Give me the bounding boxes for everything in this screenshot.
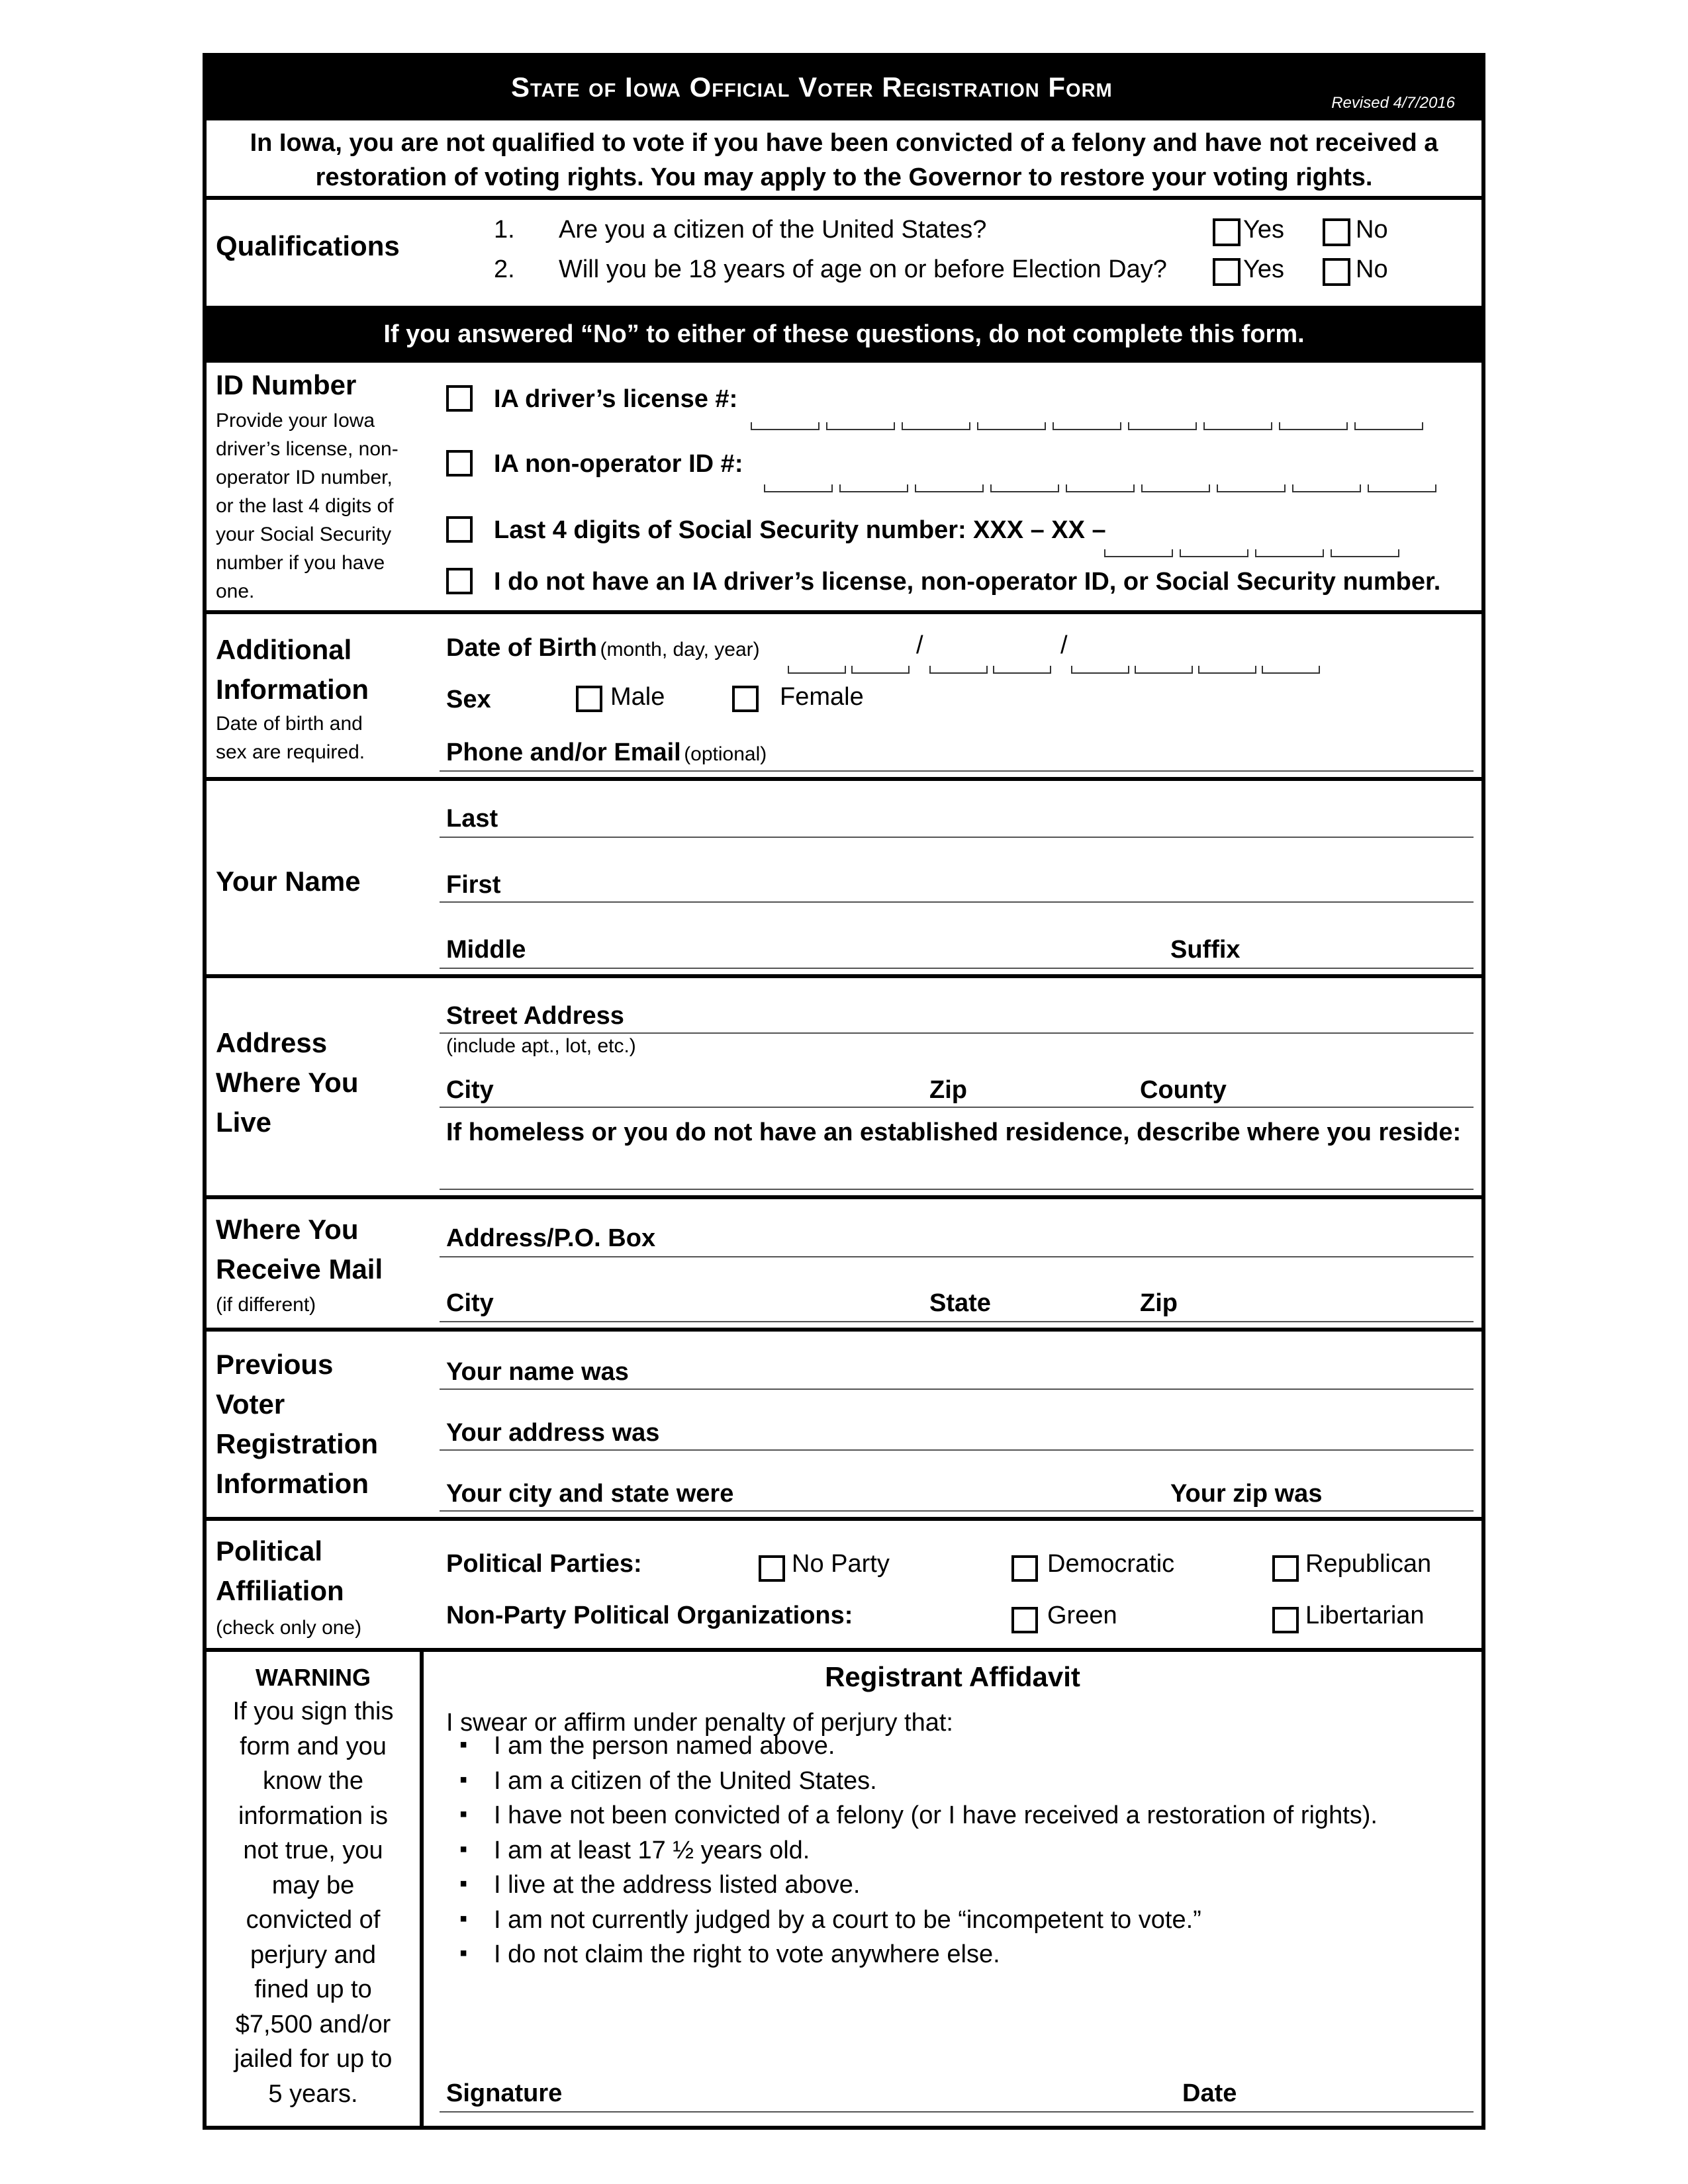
warning-line: form and you <box>240 1732 387 1760</box>
prev-city-state-zip-input[interactable] <box>440 1510 1474 1512</box>
warning-line: know the <box>262 1767 364 1795</box>
last-name-label: Last <box>446 805 498 833</box>
mail-state-label: State <box>929 1289 991 1317</box>
warning-line: 5 years. <box>268 2079 358 2108</box>
warning-box <box>207 1661 420 2111</box>
prev-address-label: Your address was <box>446 1419 660 1447</box>
orgs-label: Non-Party Political Organizations: <box>446 1602 853 1629</box>
warning-line: perjury and <box>250 1940 377 1969</box>
help-line: operator ID number, <box>216 467 393 488</box>
ssn-label: Last 4 digits of Social Security number: <box>494 516 966 544</box>
affidavit-item: ▪ I am not currently judged by a court to be “incompetent to vote.” <box>459 1903 1472 1938</box>
digit-slot[interactable] <box>1053 422 1121 430</box>
digit-slot[interactable] <box>788 666 846 674</box>
heading-line: Information <box>216 1468 369 1499</box>
digit-slot[interactable] <box>1198 666 1256 674</box>
digit-slot[interactable] <box>1292 484 1361 492</box>
heading-line: Where You <box>216 1067 359 1098</box>
id-number-heading: ID Number <box>216 369 357 400</box>
dob-label: Date of Birth <box>446 634 597 662</box>
voter-registration-form <box>203 53 1485 2130</box>
yes-label: Yes <box>1243 216 1284 244</box>
warning-line: convicted of <box>246 1906 381 1934</box>
mail-heading <box>216 1210 383 1289</box>
prev-name-label: Your name was <box>446 1358 629 1386</box>
digit-slot[interactable] <box>764 484 833 492</box>
id-number-help <box>216 406 421 606</box>
address-heading <box>216 1023 358 1142</box>
middle-name-label: Middle <box>446 936 526 964</box>
divider <box>207 196 1481 200</box>
warning-line: may be <box>271 1871 355 1899</box>
signature-label: Signature <box>446 2079 563 2107</box>
ssn-checkbox[interactable] <box>446 516 473 543</box>
warning-line: If you sign this <box>232 1698 394 1725</box>
dob-hint: (month, day, year) <box>600 639 760 660</box>
city-label: City <box>446 1076 494 1104</box>
help-line: driver’s license, non- <box>216 438 399 460</box>
political-hint: (check only one) <box>216 1617 362 1639</box>
warning-line: $7,500 and/or <box>235 2010 391 2038</box>
digit-slot[interactable] <box>990 484 1059 492</box>
digit-slot[interactable] <box>977 422 1046 430</box>
digit-slot[interactable] <box>1104 549 1173 557</box>
help-line: one. <box>216 580 255 602</box>
warning-line: information is <box>238 1801 388 1830</box>
felony-notice <box>207 120 1481 196</box>
dob-slash-1: / <box>916 631 923 659</box>
affidavit-item: ▪ I am the person named above. <box>459 1729 1472 1764</box>
heading-line: Additional <box>216 634 352 665</box>
libertarian-checkbox[interactable] <box>1272 1607 1299 1633</box>
heading-line: Live <box>216 1107 272 1138</box>
dob-slash-2: / <box>1060 631 1068 659</box>
contact-input-line[interactable] <box>440 770 1474 772</box>
question-2-text: Will you be 18 years of age on or before Election Day? <box>559 255 1167 283</box>
no-label: No <box>1356 255 1388 283</box>
divider <box>207 974 1481 978</box>
dob-label-group <box>446 634 760 662</box>
homeless-input[interactable] <box>440 1189 1474 1190</box>
middle-suffix-input[interactable] <box>440 968 1474 969</box>
digit-slot[interactable] <box>839 484 908 492</box>
first-name-label: First <box>446 871 501 899</box>
citizen-no-checkbox[interactable] <box>1323 218 1350 246</box>
help-line: number if you have <box>216 552 385 574</box>
warning-divider <box>420 1648 424 2130</box>
heading-line: Registration <box>216 1428 379 1459</box>
zip-label: Zip <box>929 1076 967 1104</box>
yes-label: Yes <box>1243 255 1284 283</box>
affidavit-intro: I swear or affirm under penalty of perjury that: <box>446 1709 953 1737</box>
digit-slot[interactable] <box>851 666 910 674</box>
republican-checkbox[interactable] <box>1272 1555 1299 1582</box>
city-zip-county-input[interactable] <box>440 1107 1474 1108</box>
divider <box>207 1517 1481 1521</box>
digit-slot[interactable] <box>1279 422 1348 430</box>
last-name-input[interactable] <box>440 837 1474 838</box>
signature-date-input[interactable] <box>440 2111 1474 2113</box>
digit-slot[interactable] <box>915 484 984 492</box>
affidavit-title: Registrant Affidavit <box>825 1661 1080 1692</box>
no-id-checkbox[interactable] <box>446 568 473 594</box>
democratic-checkbox[interactable] <box>1011 1555 1038 1582</box>
political-heading <box>216 1531 344 1611</box>
male-label: Male <box>610 683 665 711</box>
first-name-input[interactable] <box>440 901 1474 903</box>
warning-text <box>207 1694 420 2111</box>
digit-slot[interactable] <box>751 422 820 430</box>
mail-address-label: Address/P.O. Box <box>446 1224 656 1252</box>
heading-line: Political <box>216 1535 323 1567</box>
heading-line: Previous <box>216 1349 334 1380</box>
digit-slot[interactable] <box>1331 549 1399 557</box>
affidavit-item: ▪ I live at the address listed above. <box>459 1868 1472 1903</box>
mail-hint: (if different) <box>216 1294 316 1316</box>
digit-slot[interactable] <box>1262 666 1320 674</box>
homeless-label: If homeless or you do not have an established residence, describe where you reside: <box>446 1118 1462 1146</box>
contact-label-group <box>446 739 767 767</box>
heading-line: Receive Mail <box>216 1253 383 1285</box>
prev-zip-label: Your zip was <box>1170 1480 1323 1508</box>
affidavit-item: ▪ I have not been convicted of a felony (or I have received a restoration of rights). <box>459 1798 1472 1833</box>
no-party-checkbox[interactable] <box>759 1555 785 1582</box>
additional-info-heading <box>216 630 369 709</box>
female-label: Female <box>780 683 864 711</box>
divider <box>207 610 1481 614</box>
contact-label: Phone and/or Email <box>446 739 681 766</box>
sex-label: Sex <box>446 686 491 713</box>
warning-title: WARNING <box>256 1664 371 1691</box>
digit-slot[interactable] <box>902 422 970 430</box>
female-checkbox[interactable] <box>732 686 759 712</box>
republican-label: Republican <box>1305 1550 1432 1578</box>
qualifications-heading: Qualifications <box>216 230 400 261</box>
no-label: No <box>1356 216 1388 244</box>
digit-slot[interactable] <box>1354 422 1423 430</box>
heading-line: Address <box>216 1027 328 1058</box>
digit-slot[interactable] <box>1217 484 1286 492</box>
mail-address-input[interactable] <box>440 1256 1474 1257</box>
affidavit-item: ▪ I am a citizen of the United States. <box>459 1764 1472 1799</box>
mail-zip-label: Zip <box>1140 1289 1178 1317</box>
digit-slot[interactable] <box>1135 666 1193 674</box>
ssn-prefix: XXX – XX – <box>973 516 1106 544</box>
digit-slot[interactable] <box>929 666 988 674</box>
prev-city-state-label: Your city and state were <box>446 1480 734 1508</box>
no-answer-warning-bar: If you answered “No” to either of these questions, do not complete this form. <box>207 306 1481 363</box>
help-line: or the last 4 digits of <box>216 495 394 517</box>
no-id-label: I do not have an IA driver’s license, non-operator ID, or Social Security number. <box>494 568 1441 596</box>
street-input[interactable] <box>440 1032 1474 1034</box>
divider <box>207 1195 1481 1199</box>
mail-city-label: City <box>446 1289 494 1317</box>
affidavit-list <box>459 1729 1472 1972</box>
green-label: Green <box>1047 1602 1117 1629</box>
drivers-license-label: IA driver’s license #: <box>494 385 738 413</box>
previous-heading <box>216 1345 378 1504</box>
warning-line: fined up to <box>254 1976 372 2003</box>
affidavit-item: ▪ I do not claim the right to vote anywhere else. <box>459 1937 1472 1972</box>
help-line: Date of birth and <box>216 713 363 735</box>
citizen-yes-checkbox[interactable] <box>1213 218 1241 246</box>
form-title: State of Iowa Official Voter Registration Form <box>511 71 1113 103</box>
digit-slot[interactable] <box>993 666 1051 674</box>
help-line: Provide your Iowa <box>216 410 375 432</box>
question-1-number: 1. <box>494 216 515 244</box>
digit-slot[interactable] <box>1141 484 1210 492</box>
parties-label: Political Parties: <box>446 1550 642 1578</box>
heading-line: Voter <box>216 1388 285 1420</box>
help-line: your Social Security <box>216 523 392 545</box>
digit-slot[interactable] <box>1071 666 1129 674</box>
heading-line: Affiliation <box>216 1575 344 1606</box>
digit-slot[interactable] <box>1255 549 1324 557</box>
democratic-label: Democratic <box>1047 1550 1175 1578</box>
county-label: County <box>1140 1076 1227 1104</box>
warning-line: jailed for up to <box>234 2045 393 2073</box>
notice-line-2: restoration of voting rights. You may apply to the Governor to restore your voting rights. <box>315 163 1373 191</box>
street-hint: (include apt., lot, etc.) <box>446 1035 636 1057</box>
male-checkbox[interactable] <box>576 686 602 712</box>
non-operator-id-checkbox[interactable] <box>446 450 473 477</box>
digit-slot[interactable] <box>1180 549 1248 557</box>
libertarian-label: Libertarian <box>1305 1602 1425 1629</box>
age-no-checkbox[interactable] <box>1323 258 1350 286</box>
divider <box>207 777 1481 781</box>
drivers-license-checkbox[interactable] <box>446 385 473 412</box>
affidavit-item: ▪ I am at least 17 ½ years old. <box>459 1833 1472 1868</box>
question-1-text: Are you a citizen of the United States? <box>559 216 987 244</box>
prev-name-input[interactable] <box>440 1388 1474 1390</box>
digit-slot[interactable] <box>826 422 895 430</box>
suffix-label: Suffix <box>1170 936 1241 964</box>
question-2-number: 2. <box>494 255 515 283</box>
divider <box>207 1648 1481 1652</box>
additional-info-help <box>216 709 365 766</box>
heading-line: Information <box>216 674 369 705</box>
contact-hint: (optional) <box>684 743 767 765</box>
digit-slot[interactable] <box>1128 422 1197 430</box>
mail-city-state-zip-input[interactable] <box>440 1321 1474 1322</box>
form-header <box>207 57 1481 120</box>
non-operator-id-label: IA non-operator ID #: <box>494 450 743 478</box>
heading-line: Where You <box>216 1214 359 1245</box>
warning-line: not true, you <box>243 1837 383 1864</box>
revision-date: Revised 4/7/2016 <box>1331 94 1455 112</box>
green-checkbox[interactable] <box>1011 1607 1038 1633</box>
prev-address-input[interactable] <box>440 1449 1474 1451</box>
no-party-label: No Party <box>792 1550 890 1578</box>
divider <box>207 1328 1481 1332</box>
digit-slot[interactable] <box>1368 484 1436 492</box>
name-heading: Your Name <box>216 866 361 897</box>
age-yes-checkbox[interactable] <box>1213 258 1241 286</box>
help-line: sex are required. <box>216 741 365 763</box>
notice-line-1: In Iowa, you are not qualified to vote if you have been convicted of a felony and have not received a <box>250 129 1438 157</box>
digit-slot[interactable] <box>1203 422 1272 430</box>
digit-slot[interactable] <box>1066 484 1135 492</box>
street-label: Street Address <box>446 1002 624 1030</box>
date-label: Date <box>1182 2079 1237 2107</box>
